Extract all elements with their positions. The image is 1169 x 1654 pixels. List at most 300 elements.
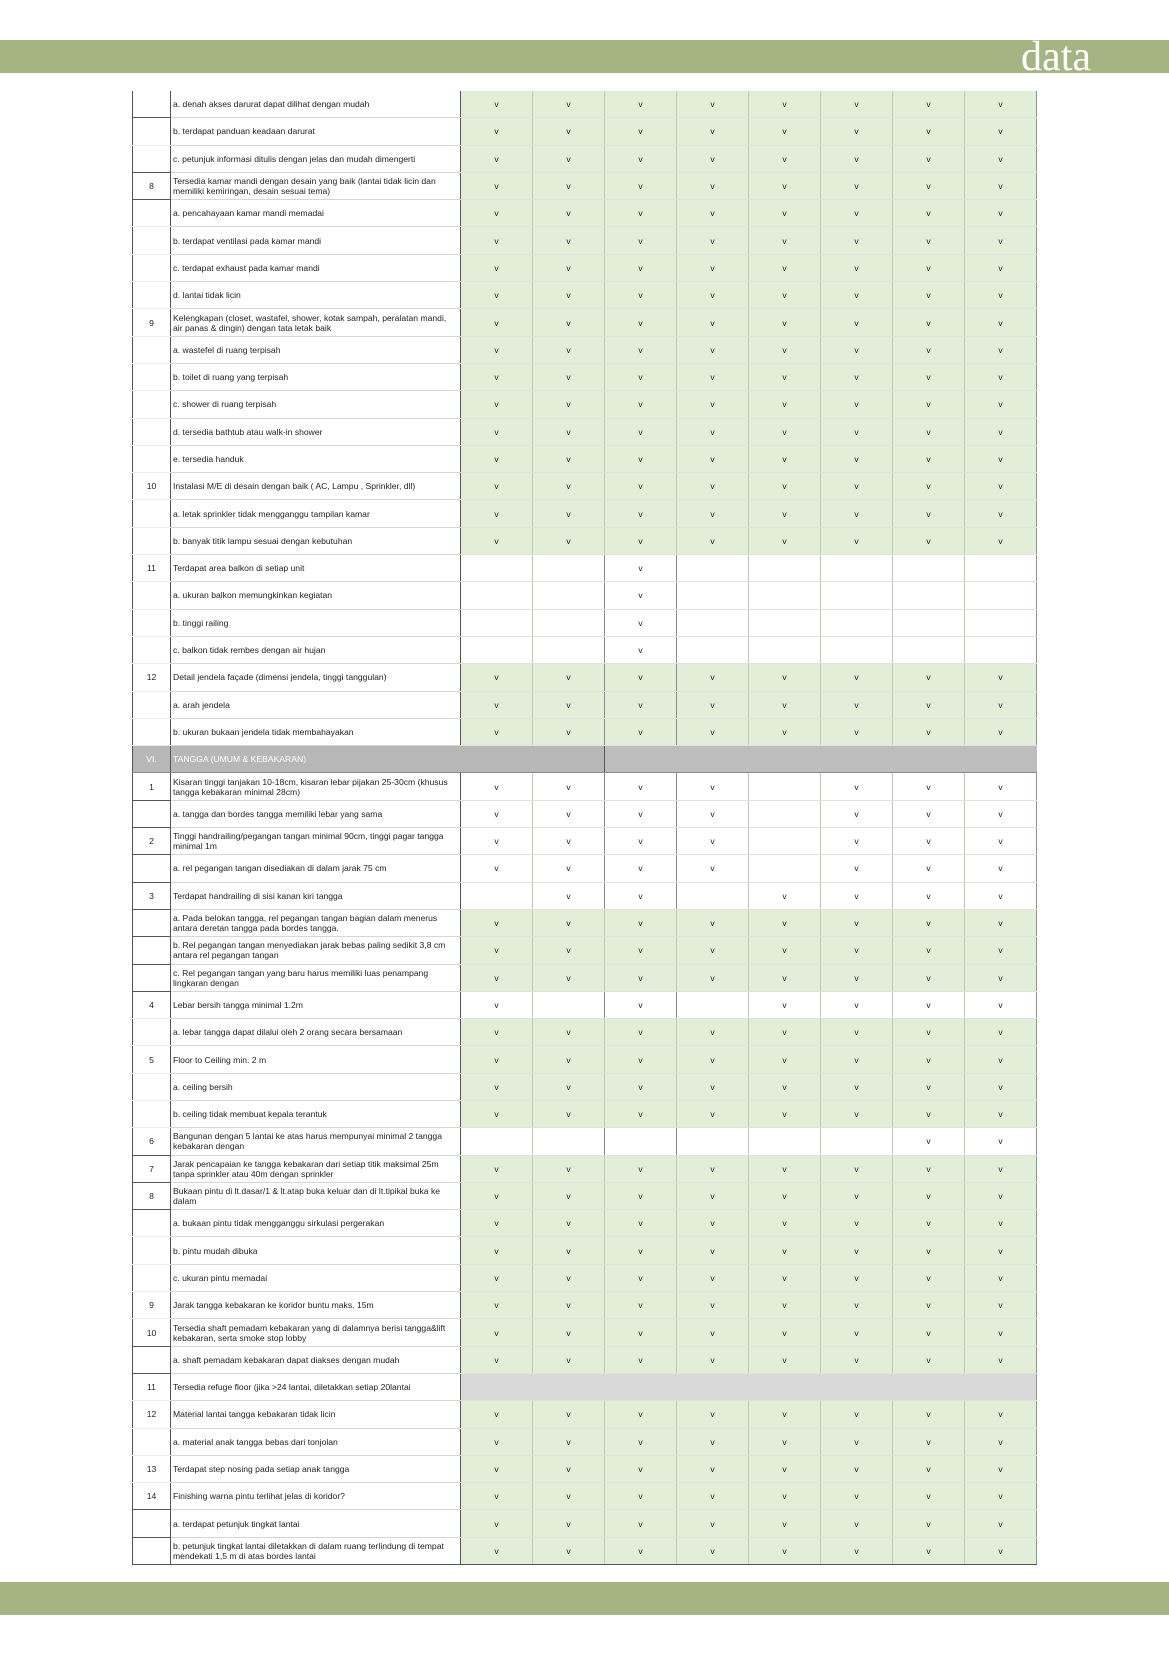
- row-number: [133, 1210, 171, 1237]
- check-cell: v: [677, 1237, 749, 1264]
- section-title: TANGGA (UMUM & KEBAKARAN): [171, 746, 605, 773]
- check-cell: v: [965, 1155, 1037, 1182]
- table-row: [133, 1510, 1037, 1537]
- check-cell: [893, 582, 965, 609]
- criterion-text: Jarak pencapaian ke tangga kebakaran dari setiap titik maksimal 25m tanpa sprinkler atau 40m dengan sprinkler: [171, 1155, 461, 1182]
- check-cell: v: [461, 418, 533, 445]
- check-cell: v: [677, 937, 749, 964]
- check-cell: v: [821, 937, 893, 964]
- check-cell: v: [749, 1046, 821, 1073]
- table-row: [133, 1155, 1037, 1182]
- criterion-text: b. banyak titik lampu sesuai dengan kebutuhan: [171, 527, 461, 554]
- row-number: [133, 445, 171, 472]
- check-cell: v: [461, 991, 533, 1018]
- check-cell: [749, 828, 821, 855]
- check-cell: v: [749, 1455, 821, 1482]
- row-number: [133, 609, 171, 636]
- check-cell: v: [749, 1210, 821, 1237]
- criterion-text: c. Rel pegangan tangan yang baru harus memiliki luas penampang lingkaran dengan: [171, 964, 461, 991]
- check-cell: v: [965, 1100, 1037, 1127]
- check-cell: v: [965, 773, 1037, 800]
- check-cell: v: [749, 1292, 821, 1319]
- check-cell: v: [821, 145, 893, 172]
- check-cell: v: [533, 1100, 605, 1127]
- table-row: [133, 1019, 1037, 1046]
- check-cell: v: [677, 309, 749, 336]
- table-row: [133, 1373, 1037, 1400]
- check-cell: v: [533, 828, 605, 855]
- check-cell: v: [677, 1155, 749, 1182]
- check-cell: v: [821, 91, 893, 118]
- check-cell: v: [605, 882, 677, 909]
- check-cell: v: [677, 1210, 749, 1237]
- table-row: [133, 227, 1037, 254]
- check-cell: v: [605, 473, 677, 500]
- table-row: [133, 1073, 1037, 1100]
- check-cell: v: [605, 336, 677, 363]
- check-cell: v: [605, 1182, 677, 1209]
- criterion-text: Terdapat handrailing di sisi kanan kiri tangga: [171, 882, 461, 909]
- criterion-text: Tersedia refuge floor (jika >24 lantai, diletakkan setiap 20lantai: [171, 1373, 461, 1400]
- check-cell: v: [749, 882, 821, 909]
- table-row: [133, 363, 1037, 390]
- check-cell: v: [461, 1019, 533, 1046]
- check-cell: v: [965, 1237, 1037, 1264]
- check-cell: v: [893, 363, 965, 390]
- check-cell: v: [821, 500, 893, 527]
- row-number: [133, 909, 171, 936]
- check-cell: v: [821, 909, 893, 936]
- row-number: [133, 964, 171, 991]
- criterion-text: a. denah akses darurat dapat dilihat dengan mudah: [171, 91, 461, 118]
- check-cell: v: [677, 1292, 749, 1319]
- check-cell: v: [677, 1510, 749, 1537]
- brand-title: data: [1021, 34, 1091, 80]
- check-cell: [749, 800, 821, 827]
- check-cell: v: [821, 1155, 893, 1182]
- check-cell: v: [893, 1483, 965, 1510]
- check-cell: [677, 1373, 749, 1400]
- check-cell: v: [533, 773, 605, 800]
- check-cell: v: [605, 555, 677, 582]
- check-cell: v: [605, 1428, 677, 1455]
- check-cell: v: [821, 1346, 893, 1373]
- check-cell: v: [605, 1483, 677, 1510]
- check-cell: [677, 555, 749, 582]
- criterion-text: a. tangga dan bordes tangga memiliki lebar yang sama: [171, 800, 461, 827]
- check-cell: v: [749, 691, 821, 718]
- check-cell: v: [821, 718, 893, 745]
- check-cell: v: [533, 91, 605, 118]
- check-cell: v: [749, 473, 821, 500]
- check-cell: v: [821, 391, 893, 418]
- row-number: 12: [133, 664, 171, 691]
- check-cell: v: [605, 200, 677, 227]
- check-cell: v: [461, 773, 533, 800]
- check-cell: v: [965, 282, 1037, 309]
- check-cell: v: [533, 1264, 605, 1291]
- check-cell: v: [605, 527, 677, 554]
- table-row: [133, 636, 1037, 663]
- check-cell: v: [965, 227, 1037, 254]
- table-row: [133, 118, 1037, 145]
- check-cell: v: [677, 391, 749, 418]
- row-number: [133, 254, 171, 281]
- check-cell: [749, 555, 821, 582]
- check-cell: v: [533, 527, 605, 554]
- check-cell: v: [749, 254, 821, 281]
- check-cell: v: [461, 855, 533, 882]
- row-number: 11: [133, 555, 171, 582]
- check-cell: v: [821, 282, 893, 309]
- table-row: [133, 1046, 1037, 1073]
- check-cell: v: [605, 1537, 677, 1564]
- check-cell: v: [965, 254, 1037, 281]
- criterion-text: b. pintu mudah dibuka: [171, 1237, 461, 1264]
- check-cell: v: [965, 1264, 1037, 1291]
- check-cell: v: [749, 527, 821, 554]
- table-row: [133, 855, 1037, 882]
- table-row: [133, 1483, 1037, 1510]
- check-cell: v: [533, 473, 605, 500]
- check-cell: v: [461, 500, 533, 527]
- row-number: [133, 582, 171, 609]
- row-number: 7: [133, 1155, 171, 1182]
- table-row: [133, 91, 1037, 118]
- check-cell: v: [965, 1455, 1037, 1482]
- criterion-text: Material lantai tangga kebakaran tidak licin: [171, 1401, 461, 1428]
- criterion-text: Jarak tangga kebakaran ke koridor buntu maks. 15m: [171, 1292, 461, 1319]
- check-cell: v: [605, 363, 677, 390]
- check-cell: [821, 609, 893, 636]
- check-cell: v: [605, 718, 677, 745]
- check-cell: v: [533, 1483, 605, 1510]
- check-cell: v: [533, 309, 605, 336]
- check-cell: v: [533, 1537, 605, 1564]
- check-cell: v: [893, 527, 965, 554]
- check-cell: v: [749, 1428, 821, 1455]
- check-cell: v: [965, 1019, 1037, 1046]
- check-cell: v: [965, 91, 1037, 118]
- check-cell: v: [749, 937, 821, 964]
- table-row: [133, 254, 1037, 281]
- check-cell: v: [965, 418, 1037, 445]
- check-cell: v: [893, 1346, 965, 1373]
- row-number: [133, 1537, 171, 1564]
- criterion-text: d. tersedia bathtub atau walk-in shower: [171, 418, 461, 445]
- check-cell: [965, 609, 1037, 636]
- check-cell: v: [605, 1346, 677, 1373]
- check-cell: v: [461, 828, 533, 855]
- check-cell: v: [677, 1019, 749, 1046]
- row-number: 10: [133, 473, 171, 500]
- row-number: [133, 1510, 171, 1537]
- check-cell: v: [965, 445, 1037, 472]
- check-cell: v: [605, 118, 677, 145]
- section-number: VI.: [133, 746, 171, 773]
- check-cell: v: [677, 1401, 749, 1428]
- check-cell: v: [605, 1155, 677, 1182]
- check-cell: v: [893, 145, 965, 172]
- criterion-text: Terdapat area balkon di setiap unit: [171, 555, 461, 582]
- check-cell: v: [605, 1264, 677, 1291]
- check-cell: v: [677, 1537, 749, 1564]
- check-cell: v: [677, 1046, 749, 1073]
- row-number: [133, 1264, 171, 1291]
- check-cell: v: [965, 500, 1037, 527]
- table-row: [133, 445, 1037, 472]
- criterion-text: Finishing warna pintu terlihat jelas di koridor?: [171, 1483, 461, 1510]
- check-cell: v: [893, 227, 965, 254]
- check-cell: [533, 609, 605, 636]
- check-cell: [533, 582, 605, 609]
- check-cell: [677, 991, 749, 1018]
- check-cell: v: [749, 1264, 821, 1291]
- check-cell: v: [893, 1292, 965, 1319]
- check-cell: v: [677, 1455, 749, 1482]
- check-cell: v: [893, 445, 965, 472]
- check-cell: v: [965, 527, 1037, 554]
- row-number: 12: [133, 1401, 171, 1428]
- check-cell: v: [533, 1510, 605, 1537]
- check-cell: v: [965, 1346, 1037, 1373]
- section-header-row: [133, 746, 1037, 773]
- criterion-text: b. ukuran bukaan jendela tidak membahayakan: [171, 718, 461, 745]
- row-number: [133, 800, 171, 827]
- check-cell: v: [605, 1292, 677, 1319]
- check-cell: v: [965, 855, 1037, 882]
- check-cell: v: [965, 991, 1037, 1018]
- table-row: [133, 909, 1037, 936]
- check-cell: v: [533, 1073, 605, 1100]
- row-number: 11: [133, 1373, 171, 1400]
- check-cell: v: [821, 1019, 893, 1046]
- check-cell: v: [605, 309, 677, 336]
- check-cell: v: [533, 1455, 605, 1482]
- check-cell: [533, 1373, 605, 1400]
- check-cell: [893, 636, 965, 663]
- check-cell: v: [965, 145, 1037, 172]
- criterion-text: b. Rel pegangan tangan menyediakan jarak bebas paling sedikit 3,8 cm antara rel pegangan tangan: [171, 937, 461, 964]
- check-cell: v: [821, 828, 893, 855]
- check-cell: v: [749, 200, 821, 227]
- table-row: [133, 1455, 1037, 1482]
- check-cell: v: [821, 527, 893, 554]
- check-cell: v: [821, 691, 893, 718]
- check-cell: v: [893, 391, 965, 418]
- row-number: [133, 1346, 171, 1373]
- row-number: 9: [133, 309, 171, 336]
- table-row: [133, 500, 1037, 527]
- check-cell: v: [533, 227, 605, 254]
- check-cell: v: [605, 391, 677, 418]
- check-cell: v: [461, 691, 533, 718]
- table-row: [133, 1346, 1037, 1373]
- check-cell: v: [749, 172, 821, 199]
- check-cell: v: [965, 828, 1037, 855]
- check-cell: v: [893, 500, 965, 527]
- check-cell: v: [533, 1019, 605, 1046]
- table-row: [133, 336, 1037, 363]
- criterion-text: c. petunjuk informasi ditulis dengan jelas dan mudah dimengerti: [171, 145, 461, 172]
- table-row: [133, 527, 1037, 554]
- check-cell: [461, 636, 533, 663]
- table-row: [133, 200, 1037, 227]
- check-cell: v: [677, 718, 749, 745]
- check-cell: v: [965, 1182, 1037, 1209]
- criterion-text: e. tersedia handuk: [171, 445, 461, 472]
- row-number: [133, 527, 171, 554]
- check-cell: [821, 582, 893, 609]
- check-cell: [749, 582, 821, 609]
- check-cell: [749, 636, 821, 663]
- table-row: [133, 473, 1037, 500]
- criterion-text: Tersedia shaft pemadam kebakaran yang di dalamnya berisi tangga&lift kebakaran, serta smoke stop lobby: [171, 1319, 461, 1346]
- criterion-text: Kelengkapan (closet, wastafel, shower, kotak sampah, peralatan mandi, air panas & dingin) dengan tata letak baik: [171, 309, 461, 336]
- check-cell: v: [749, 91, 821, 118]
- check-cell: v: [605, 909, 677, 936]
- check-cell: v: [461, 1455, 533, 1482]
- check-cell: v: [605, 1019, 677, 1046]
- table-row: [133, 1319, 1037, 1346]
- check-cell: [461, 555, 533, 582]
- check-cell: v: [533, 664, 605, 691]
- check-cell: v: [461, 909, 533, 936]
- check-cell: v: [749, 1401, 821, 1428]
- check-cell: v: [965, 1292, 1037, 1319]
- check-cell: v: [821, 773, 893, 800]
- check-cell: v: [821, 1073, 893, 1100]
- row-number: [133, 1100, 171, 1127]
- check-cell: v: [677, 91, 749, 118]
- check-cell: [749, 855, 821, 882]
- check-cell: [893, 555, 965, 582]
- check-cell: v: [461, 145, 533, 172]
- check-cell: v: [605, 500, 677, 527]
- check-cell: v: [461, 473, 533, 500]
- row-number: [133, 391, 171, 418]
- criterion-text: Bukaan pintu di lt.dasar/1 & lt.atap buka keluar dan di lt.tipikal buka ke dalam: [171, 1182, 461, 1209]
- criterion-text: a. wastefel di ruang terpisah: [171, 336, 461, 363]
- check-cell: v: [821, 1100, 893, 1127]
- check-cell: v: [821, 1483, 893, 1510]
- check-cell: v: [821, 227, 893, 254]
- check-cell: v: [677, 527, 749, 554]
- check-cell: v: [677, 773, 749, 800]
- row-number: [133, 145, 171, 172]
- criterion-text: Kisaran tinggi tanjakan 10-18cm, kisaran lebar pijakan 25-30cm (khusus tangga kebakaran minimal 28cm): [171, 773, 461, 800]
- check-cell: v: [533, 1292, 605, 1319]
- row-number: [133, 118, 171, 145]
- check-cell: v: [533, 1046, 605, 1073]
- check-cell: v: [461, 1100, 533, 1127]
- check-cell: [821, 1373, 893, 1400]
- check-cell: v: [677, 1073, 749, 1100]
- check-cell: [677, 882, 749, 909]
- check-cell: v: [533, 145, 605, 172]
- check-cell: v: [605, 254, 677, 281]
- check-cell: v: [821, 445, 893, 472]
- table-row: [133, 172, 1037, 199]
- check-cell: v: [965, 473, 1037, 500]
- check-cell: v: [893, 855, 965, 882]
- check-cell: v: [461, 964, 533, 991]
- check-cell: v: [965, 118, 1037, 145]
- check-cell: v: [965, 363, 1037, 390]
- criterion-text: Instalasi M/E di desain dengan baik ( AC, Lampu , Sprinkler, dll): [171, 473, 461, 500]
- check-cell: v: [461, 391, 533, 418]
- check-cell: v: [749, 336, 821, 363]
- check-cell: [749, 1128, 821, 1155]
- check-cell: v: [749, 227, 821, 254]
- check-cell: v: [821, 882, 893, 909]
- check-cell: v: [749, 1155, 821, 1182]
- check-cell: v: [461, 1210, 533, 1237]
- check-cell: v: [677, 363, 749, 390]
- check-cell: v: [893, 691, 965, 718]
- check-cell: v: [893, 773, 965, 800]
- check-cell: v: [965, 800, 1037, 827]
- check-cell: v: [461, 937, 533, 964]
- row-number: [133, 855, 171, 882]
- criterion-text: a. ukuran balkon memungkinkan kegiatan: [171, 582, 461, 609]
- check-cell: v: [893, 1073, 965, 1100]
- check-cell: [461, 609, 533, 636]
- row-number: 13: [133, 1455, 171, 1482]
- check-cell: v: [605, 1510, 677, 1537]
- check-cell: v: [533, 418, 605, 445]
- check-cell: v: [461, 363, 533, 390]
- row-number: 8: [133, 1182, 171, 1209]
- check-cell: v: [605, 1401, 677, 1428]
- check-cell: v: [749, 1537, 821, 1564]
- check-cell: v: [461, 1182, 533, 1209]
- check-cell: v: [677, 1319, 749, 1346]
- check-cell: v: [677, 1182, 749, 1209]
- check-cell: v: [461, 1346, 533, 1373]
- criterion-text: Terdapat step nosing pada setiap anak tangga: [171, 1455, 461, 1482]
- check-cell: v: [605, 1455, 677, 1482]
- criterion-text: b. toilet di ruang yang terpisah: [171, 363, 461, 390]
- check-cell: v: [533, 1155, 605, 1182]
- check-cell: v: [533, 282, 605, 309]
- criterion-text: a. ceiling bersih: [171, 1073, 461, 1100]
- check-cell: [677, 1128, 749, 1155]
- check-cell: v: [605, 1046, 677, 1073]
- table-row: [133, 418, 1037, 445]
- table-row: [133, 828, 1037, 855]
- criterion-text: d. lantai tidak licin: [171, 282, 461, 309]
- check-cell: v: [821, 363, 893, 390]
- check-cell: v: [605, 172, 677, 199]
- header-band: [0, 40, 1169, 73]
- check-cell: v: [965, 1428, 1037, 1455]
- check-cell: v: [533, 1401, 605, 1428]
- row-number: 1: [133, 773, 171, 800]
- check-cell: v: [677, 336, 749, 363]
- check-cell: v: [965, 1046, 1037, 1073]
- check-cell: v: [677, 200, 749, 227]
- check-cell: v: [821, 1210, 893, 1237]
- check-cell: v: [677, 1100, 749, 1127]
- check-cell: v: [605, 691, 677, 718]
- check-cell: v: [533, 1346, 605, 1373]
- check-cell: v: [965, 336, 1037, 363]
- criterion-text: a. Pada belokan tangga, rel pegangan tangan bagian dalam menerus antara deretan tangga pada bordes tangga.: [171, 909, 461, 936]
- check-cell: v: [605, 91, 677, 118]
- check-cell: v: [893, 1155, 965, 1182]
- row-number: 14: [133, 1483, 171, 1510]
